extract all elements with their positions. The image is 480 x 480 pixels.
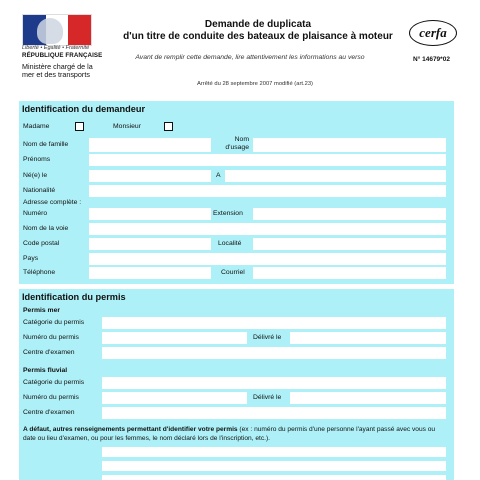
mer-centre-row: Centre d'examen [19, 347, 454, 360]
pays-input[interactable] [89, 253, 446, 265]
courriel-input[interactable] [253, 267, 446, 279]
permis-mer-title: Permis mer [23, 307, 61, 314]
republic-name: RÉPUBLIQUE FRANÇAISE [22, 52, 103, 59]
nom-voie-input[interactable] [89, 223, 446, 235]
localite-input[interactable] [253, 238, 446, 250]
mer-categorie-input[interactable] [102, 317, 446, 329]
birth-row: Né(e) le A [19, 170, 454, 183]
other-info-line-3[interactable] [102, 475, 446, 480]
cp-row: Code postal Localité [19, 238, 454, 251]
numero-voie-input[interactable] [89, 208, 211, 220]
ministry-name: Ministère chargé de la mer et des transports [22, 62, 93, 80]
fluvial-delivre-input[interactable] [290, 392, 446, 404]
numero-row: Numéro Extension [19, 208, 454, 221]
nom-usage-input[interactable] [253, 138, 446, 152]
mer-delivre-input[interactable] [290, 332, 446, 344]
fluvial-centre-row: Centre d'examen [19, 407, 454, 420]
prenoms-row: Prénoms [19, 154, 454, 167]
mer-categorie-row: Catégorie du permis [19, 317, 454, 330]
other-info-text: A défaut, autres renseignements permettant d'identifier votre permis (ex : numéro du permis d'une personne l'ayant passé avec vous ou date ou lieu d'examen, ou pour les femmes, le nom déclaré lors de l'inscription, etc.). [23, 426, 436, 442]
fluvial-numero-row: Numéro du permis Délivré le [19, 392, 454, 405]
permis-fluvial-title: Permis fluvial [23, 367, 68, 374]
fluvial-categorie-row: Catégorie du permis [19, 377, 454, 390]
form-title: Demande de duplicata d'un titre de conduite des bateaux de plaisance à moteur [123, 19, 393, 42]
contact-row: Téléphone Courriel [19, 267, 454, 280]
form-instructions: Avant de remplir cette demande, lire attentivement les informations au verso [135, 54, 365, 61]
section-demandeur [19, 101, 454, 284]
section-title: Identification du demandeur [22, 104, 146, 114]
fluvial-centre-input[interactable] [102, 407, 446, 419]
section-title: Identification du permis [22, 292, 126, 302]
mer-numero-input[interactable] [102, 332, 247, 344]
republic-motto: Liberté • Égalité • Fraternité [22, 45, 90, 51]
adresse-label: Adresse complète : [23, 199, 82, 206]
nationalite-input[interactable] [89, 185, 446, 197]
date-naissance-input[interactable] [89, 170, 211, 182]
nationalite-row: Nationalité [19, 185, 454, 198]
code-postal-input[interactable] [89, 238, 211, 250]
monsieur-checkbox[interactable] [164, 122, 173, 131]
pays-row: Pays [19, 253, 454, 266]
form-number: N° 14679*02 [413, 56, 450, 63]
legal-reference: Arrêté du 28 septembre 2007 modifié (art.23) [196, 81, 313, 87]
marianne-logo [22, 14, 92, 46]
marianne-profile-icon [37, 18, 63, 44]
civility-row: Madame Monsieur [19, 121, 454, 134]
voie-row: Nom de la voie [19, 223, 454, 236]
other-info-line-2[interactable] [102, 461, 446, 471]
fluvial-numero-input[interactable] [102, 392, 247, 404]
telephone-input[interactable] [89, 267, 211, 279]
nom-famille-input[interactable] [89, 138, 211, 152]
name-row: Nom de famille Nom d'usage [19, 138, 454, 152]
mer-centre-input[interactable] [102, 347, 446, 359]
extension-input[interactable] [253, 208, 446, 220]
other-info-line-1[interactable] [102, 447, 446, 457]
fluvial-categorie-input[interactable] [102, 377, 446, 389]
cerfa-logo: cerfa [409, 20, 457, 46]
lieu-naissance-input[interactable] [225, 170, 446, 182]
prenoms-input[interactable] [89, 154, 446, 166]
section-permis [19, 289, 454, 480]
madame-checkbox[interactable] [75, 122, 84, 131]
mer-numero-row: Numéro du permis Délivré le [19, 332, 454, 345]
